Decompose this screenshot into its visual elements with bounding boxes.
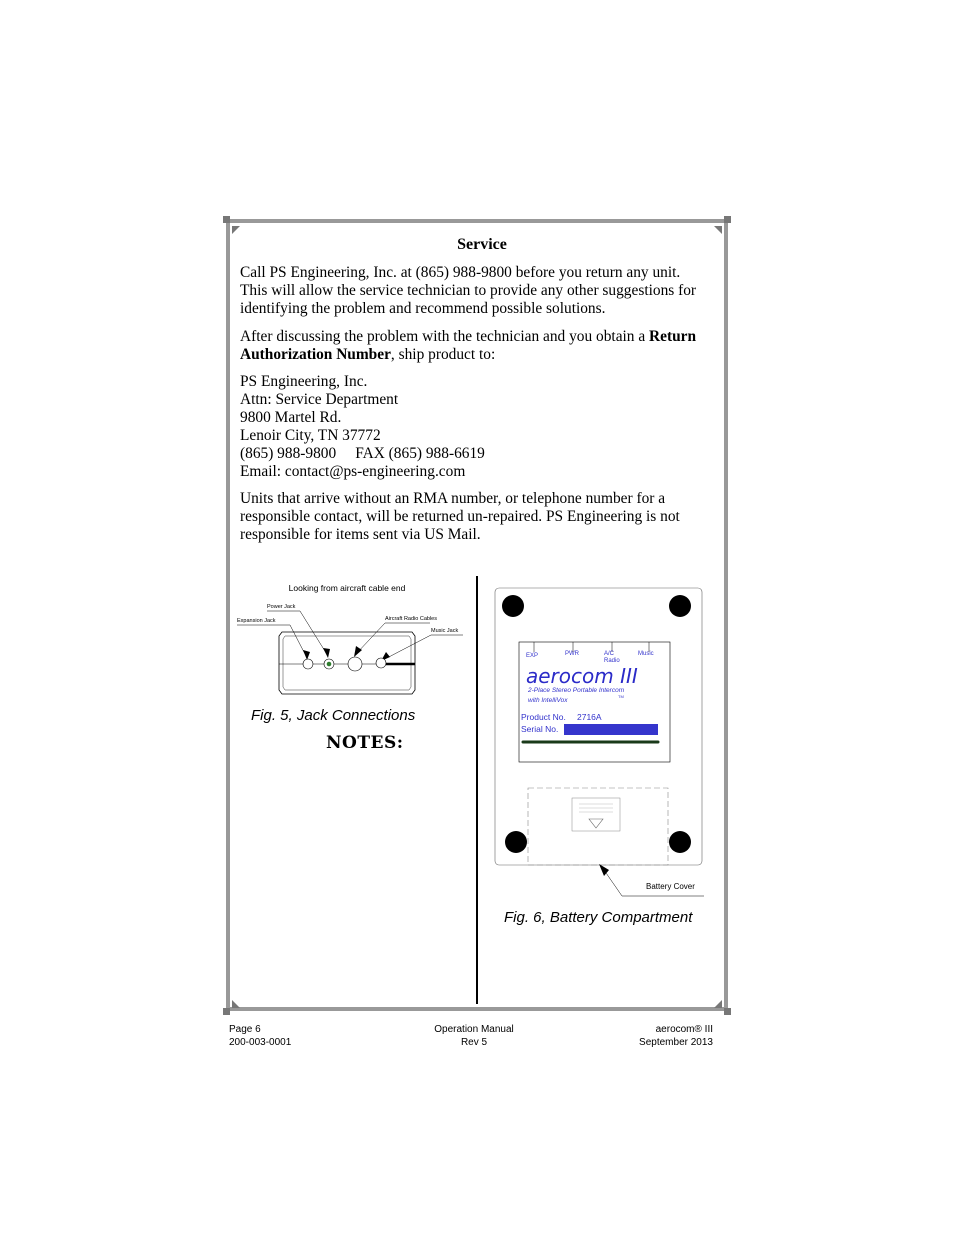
address-email: Email: contact@ps-engineering.com	[240, 463, 466, 480]
radio-label: Radio	[604, 658, 620, 664]
fig5-caption: Fig. 5, Jack Connections	[251, 707, 416, 724]
notes-label: NOTES:	[326, 733, 404, 753]
view-label: Looking from aircraft cable end	[288, 583, 406, 593]
section-title: Service	[457, 236, 507, 253]
product-name: aerocom® III	[655, 1024, 713, 1035]
tagline: 2-Place Stereo Portable Intercom	[528, 687, 625, 694]
jack-connections-diagram	[230, 578, 470, 703]
rubber-foot	[669, 595, 691, 617]
document-number: 200-003-0001	[229, 1037, 292, 1048]
corner-triangle	[714, 226, 722, 234]
corner-marker	[223, 1008, 230, 1015]
music-jack	[376, 658, 386, 668]
expansion-jack	[303, 659, 313, 669]
footer-left	[229, 1023, 291, 1049]
serial-no-field	[564, 724, 658, 735]
rubber-foot	[669, 831, 691, 853]
battery-compartment-diagram	[492, 586, 712, 898]
address-city: Lenoir City, TN 37772	[240, 427, 381, 444]
aircraft-radio-cables-label: Aircraft Radio Cables	[385, 616, 437, 622]
expansion-jack-label: Expansion Jack	[237, 618, 276, 624]
document-title: Operation Manual	[434, 1024, 514, 1035]
corner-triangle	[232, 226, 240, 234]
corner-triangle	[714, 1000, 722, 1008]
serial-no-label: Serial No.	[521, 724, 559, 734]
paragraph-warning: Units that arrive without an RMA number, or telephone number for a responsible contact, will be returned un-repaired. PS Engineering is not responsible for items sent via US Mail.	[240, 490, 680, 543]
address-company: PS Engineering, Inc.	[240, 373, 368, 390]
tagline-intellivox: with IntelliVox	[528, 697, 568, 704]
tm-mark: TM	[618, 694, 624, 699]
column-divider	[476, 576, 478, 1004]
pwr-label: PWR	[565, 651, 579, 657]
battery-cover	[528, 788, 668, 865]
fig6-caption: Fig. 6, Battery Compartment	[504, 909, 693, 926]
power-jack-label: Power Jack	[267, 604, 296, 610]
product-no-label: Product No.	[521, 712, 566, 722]
music-jack-label: Music Jack	[431, 628, 459, 634]
rubber-foot	[505, 831, 527, 853]
address-attn: Attn: Service Department	[240, 391, 399, 408]
music-label: Music	[638, 651, 654, 657]
rubber-foot	[502, 595, 524, 617]
corner-triangle	[232, 1000, 240, 1008]
ac-label: A/C	[604, 651, 615, 657]
footer-center	[424, 1023, 524, 1049]
publish-date: September 2013	[639, 1037, 713, 1048]
footer-right	[613, 1023, 713, 1049]
paragraph-call: Call PS Engineering, Inc. at (865) 988-9800 before you return any unit. This will allow the service technician to provide any other suggestions for identifying the problem and recommend possible solutions.	[240, 264, 697, 317]
shipping-address	[240, 373, 710, 481]
aircraft-radio-jack	[348, 657, 362, 671]
corner-marker	[223, 216, 230, 223]
product-no-value: 2716A	[577, 712, 602, 722]
brand-logo: aerocom III	[526, 664, 638, 688]
revision: Rev 5	[460, 1037, 488, 1048]
address-phone-fax: (865) 988-9800 FAX (865) 988-6619	[240, 445, 485, 462]
address-street: 9800 Martel Rd.	[240, 409, 342, 426]
corner-marker	[724, 1008, 731, 1015]
battery-cover-label: Battery Cover	[646, 882, 695, 891]
corner-marker	[724, 216, 731, 223]
paragraph-rma: After discussing the problem with the technician and you obtain a Return Authorization Number, ship product to:	[240, 328, 697, 363]
exp-label: EXP	[526, 653, 539, 659]
page-number: Page 6	[229, 1024, 261, 1035]
